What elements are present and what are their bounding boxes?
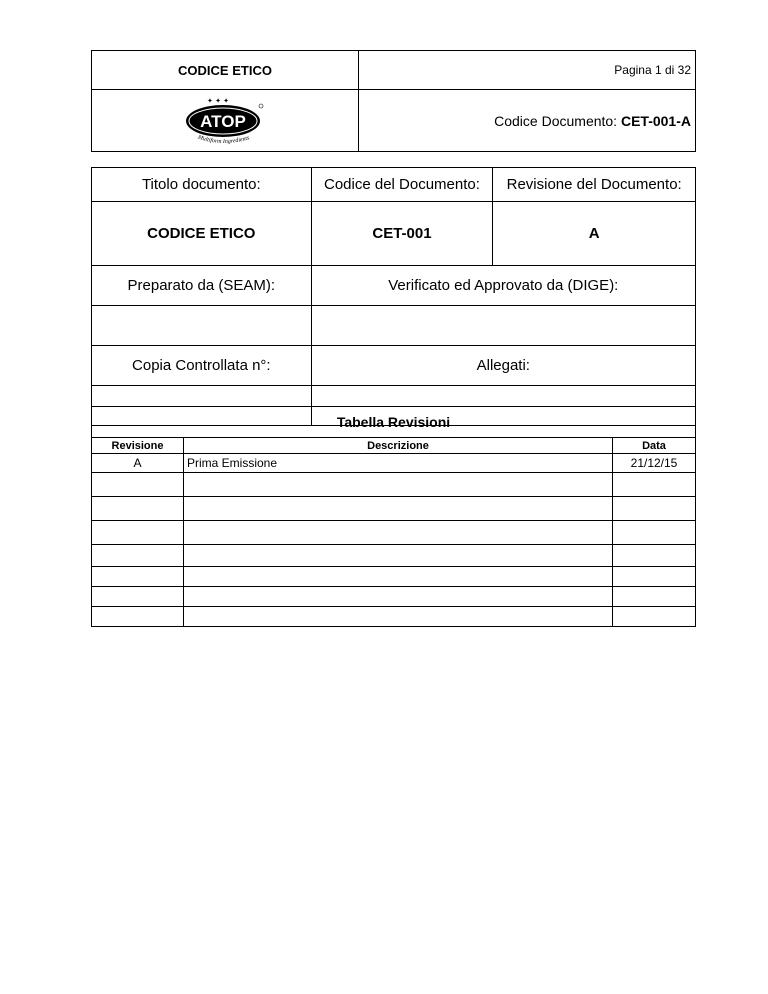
revision-value: A [493, 202, 696, 266]
prepared-label: Preparato da (SEAM): [92, 266, 312, 306]
column-header-date: Data [613, 438, 696, 454]
logo-cell [92, 90, 359, 152]
column-header-revision: Revisione [92, 438, 184, 454]
page-number: Pagina 1 di 32 [359, 51, 696, 90]
logo-tagline: Multiform Ingredients [196, 134, 251, 145]
attachments-label: Allegati: [311, 346, 695, 386]
description-cell [184, 521, 613, 545]
description-cell [184, 497, 613, 521]
document-code [359, 90, 696, 152]
prepared-signature-field [92, 306, 312, 346]
description-cell [184, 567, 613, 587]
verified-label: Verificato ed Approvato da (DIGE): [311, 266, 695, 306]
revision-cell [92, 497, 184, 521]
verified-signature-field [311, 306, 695, 346]
column-header-description: Descrizione [184, 438, 613, 454]
table-row [92, 454, 696, 473]
copy-label: Copia Controllata n°: [92, 346, 312, 386]
code-value: CET-001 [311, 202, 493, 266]
date-cell [613, 567, 696, 587]
date-cell: 21/12/15 [613, 454, 696, 473]
header-doc-title: CODICE ETICO [92, 51, 359, 90]
revision-label: Revisione del Documento: [493, 168, 696, 202]
description-cell [184, 545, 613, 567]
svg-text:✦ ✦ ✦: ✦ ✦ ✦ [207, 96, 230, 105]
title-label: Titolo documento: [92, 168, 312, 202]
revision-cell [92, 567, 184, 587]
title-value: CODICE ETICO [92, 202, 312, 266]
table-row [92, 545, 696, 567]
atop-logo [180, 95, 270, 147]
revision-cell [92, 545, 184, 567]
date-cell [613, 497, 696, 521]
document-code-value: CET-001-A [620, 112, 691, 129]
table-row [92, 607, 696, 627]
revisions-title: Tabella Revisioni [92, 407, 696, 438]
code-label: Codice del Documento: [311, 168, 493, 202]
date-cell [613, 521, 696, 545]
table-row [92, 497, 696, 521]
description-cell: Prima Emissione [184, 454, 613, 473]
revision-cell [92, 521, 184, 545]
revision-cell [92, 473, 184, 497]
document-info-table [91, 167, 696, 426]
revision-cell: A [92, 454, 184, 473]
table-row [92, 521, 696, 545]
revision-cell [92, 587, 184, 607]
table-row [92, 567, 696, 587]
date-cell [613, 545, 696, 567]
revision-cell [92, 607, 184, 627]
date-cell [613, 607, 696, 627]
table-row [92, 473, 696, 497]
document-code-label: Codice Documento: [494, 112, 621, 129]
document-header [91, 50, 696, 152]
revisions-table [91, 406, 696, 627]
logo-text: ATOP [200, 111, 246, 131]
description-cell [184, 473, 613, 497]
table-row [92, 587, 696, 607]
description-cell [184, 607, 613, 627]
description-cell [184, 587, 613, 607]
date-cell [613, 473, 696, 497]
date-cell [613, 587, 696, 607]
